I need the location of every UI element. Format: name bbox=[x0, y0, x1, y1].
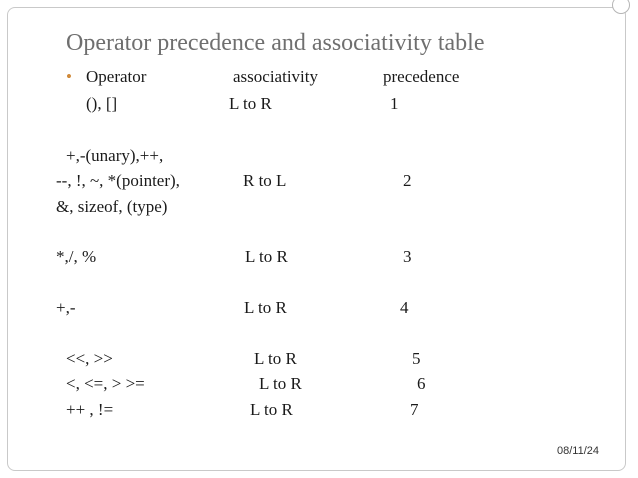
row-2-operators-line-2: --, !, ~, *(pointer), bbox=[56, 171, 180, 190]
row-2-precedence: 2 bbox=[403, 171, 412, 190]
row-6-precedence: 6 bbox=[417, 374, 426, 393]
row-3-associativity: L to R bbox=[245, 247, 288, 266]
row-2-associativity: R to L bbox=[243, 171, 287, 190]
row-6-associativity: L to R bbox=[259, 374, 302, 393]
row-7-precedence: 7 bbox=[410, 400, 419, 419]
row-3-operators: *,/, % bbox=[56, 247, 97, 266]
row-5-precedence: 5 bbox=[412, 349, 421, 368]
row-1-precedence: 1 bbox=[390, 94, 399, 113]
bullet-icon: • bbox=[66, 67, 72, 86]
corner-circle-ornament bbox=[612, 0, 630, 14]
row-4-precedence: 4 bbox=[400, 298, 409, 317]
row-1-associativity: L to R bbox=[229, 94, 272, 113]
row-3-precedence: 3 bbox=[403, 247, 412, 266]
header-precedence: precedence bbox=[383, 67, 460, 86]
slide-date: 08/11/24 bbox=[557, 445, 600, 457]
row-5-associativity: L to R bbox=[254, 349, 297, 368]
row-7-associativity: L to R bbox=[250, 400, 293, 419]
row-4-associativity: L to R bbox=[244, 298, 287, 317]
row-1-operators: (), [] bbox=[86, 94, 118, 113]
row-2-operators-line-1: +,-(unary),++, bbox=[66, 146, 164, 165]
row-5-operators: <<, >> bbox=[66, 349, 113, 368]
slide-title: Operator precedence and associativity table bbox=[66, 30, 485, 56]
row-4-operators: +,- bbox=[56, 298, 76, 317]
row-2-operators-line-3: &, sizeof, (type) bbox=[56, 197, 168, 216]
row-6-operators: <, <=, > >= bbox=[66, 374, 145, 393]
header-operator: Operator bbox=[86, 67, 147, 86]
row-7-operators: ++ , != bbox=[66, 400, 114, 419]
header-associativity: associativity bbox=[233, 67, 318, 86]
